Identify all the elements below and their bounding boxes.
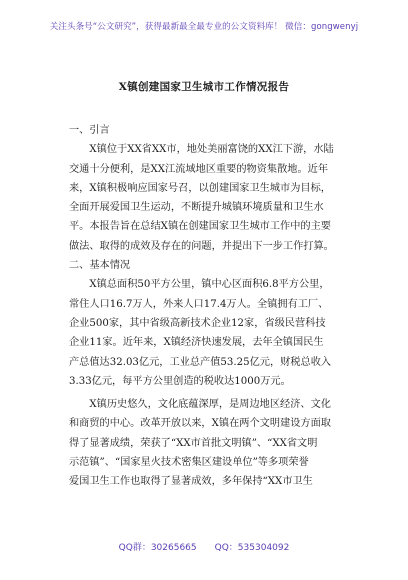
body-line: X镇位于XX省XX市，地处美丽富饶的XX江下游，水陆 bbox=[89, 144, 334, 156]
body-line: 企业500家，其中省级高新技术企业12家，省级民营科技 bbox=[69, 317, 326, 329]
body-line: 3.33亿元，每平方公里创造的税收达1000万元。 bbox=[69, 375, 291, 387]
section-heading-intro: 一、引言 bbox=[69, 125, 110, 136]
body-line: 平。本报告旨在总结X镇在创建国家卫生城市工作中的主要 bbox=[69, 221, 331, 233]
header-note: 关注头条号“公文研究”，获得最新最全最专业的公文资料库！ 微信：gongwenyj bbox=[49, 22, 359, 32]
body-line: 来，X镇积极响应国家号召，以创建国家卫生城市为目标， bbox=[69, 182, 331, 194]
document-title: X镇创建国家卫生城市工作情况报告 bbox=[118, 81, 290, 93]
body-line: 示范镇”、“国家星火技术密集区建设单位”等多项荣誉 bbox=[69, 457, 309, 469]
body-line: 交通十分便利，是XX江流域地区重要的物资集散地。近年 bbox=[69, 163, 329, 175]
body-line: 产总值达32.03亿元，工业总产值53.25亿元，财税总收入 bbox=[69, 356, 332, 368]
document-body bbox=[69, 121, 341, 492]
footer-qq-group: QQ群：30265665 bbox=[118, 543, 197, 553]
body-line: 企业11家。近年来，X镇经济快速发展，去年全镇国民生 bbox=[69, 337, 324, 349]
body-line: 常住人口16.7万人，外来人口17.4万人。全镇拥有工厂、 bbox=[69, 298, 329, 310]
footer-qq: QQ：535304092 bbox=[214, 543, 290, 553]
body-line: 做法、取得的成效及存在的问题，并提出下一步工作打算。 bbox=[69, 240, 334, 252]
section-heading-basic: 二、基本情况 bbox=[69, 260, 131, 272]
body-line: X镇总面积50平方公里，镇中心区面积6.8平方公里， bbox=[89, 279, 330, 291]
body-line: 爱国卫生工作也取得了显著成效，多年保持“XX市卫生 bbox=[69, 476, 313, 488]
body-line: X镇历史悠久，文化底蕴深厚，是周边地区经济、文化 bbox=[89, 399, 331, 411]
body-line: 和商贸的中心。改革开放以来，X镇在两个文明建设方面取 bbox=[69, 418, 331, 430]
body-line: 全面开展爱国卫生运动，不断提升城镇环境质量和卫生水 bbox=[69, 202, 324, 214]
footer-contact bbox=[0, 540, 408, 553]
body-line: 得了显著成绩，荣获了“XX市首批文明镇”、“XX省文明 bbox=[69, 437, 318, 449]
